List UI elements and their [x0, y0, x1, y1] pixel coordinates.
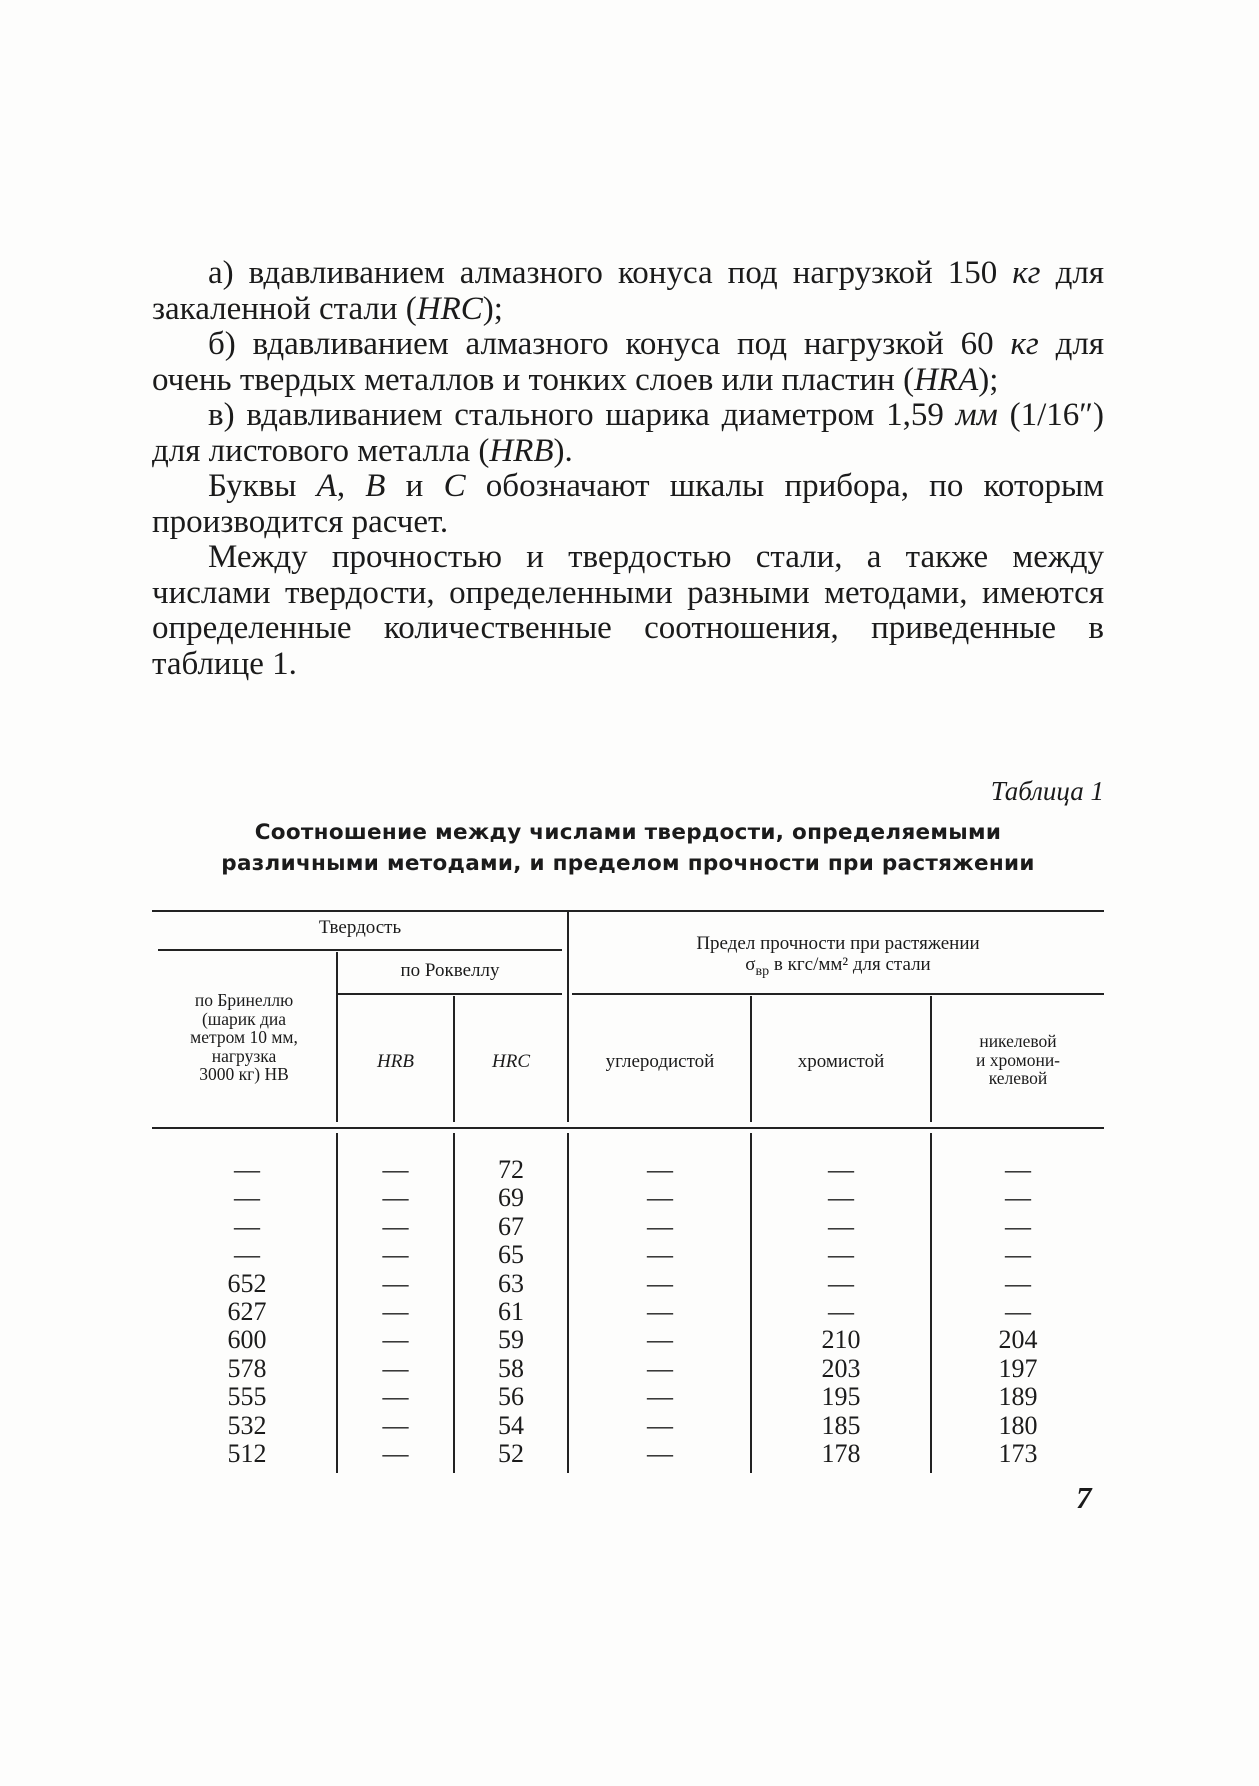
- cell-hrb: —: [382, 1410, 409, 1440]
- cell-hb: —: [234, 1240, 260, 1270]
- col-hrc: [455, 1156, 567, 1468]
- col-carbon: [570, 1156, 750, 1468]
- cell-hrc: 56: [498, 1382, 524, 1412]
- rockwell-rule: [338, 993, 562, 995]
- cell-chrome: 195: [821, 1382, 861, 1412]
- body-text: [152, 256, 1104, 682]
- cell-hrb: —: [382, 1382, 409, 1412]
- paragraph-relation: Между прочностью и твердостью стали, а также между числами твердости, определенными разными методами, имеются определенные количественные соотношения, приведенные в таблице 1.: [152, 539, 1104, 682]
- col-nickel: [932, 1156, 1104, 1468]
- cell-nickel: 189: [998, 1382, 1038, 1412]
- cell-nickel: 173: [998, 1438, 1038, 1468]
- cell-nickel: —: [1005, 1268, 1031, 1298]
- header-hardness: Твердость: [318, 917, 402, 938]
- table-top-rule: [152, 910, 1104, 912]
- cell-chrome: —: [828, 1183, 854, 1213]
- cell-hrb: —: [382, 1155, 409, 1184]
- cell-nickel: —: [1005, 1155, 1031, 1184]
- cell-hrb: —: [382, 1353, 409, 1383]
- cell-hb: 600: [227, 1325, 267, 1355]
- paragraph-a: а) вдавливанием алмазного конуса под нагрузкой 150 кг для закаленной стали (HRC);: [152, 255, 1105, 327]
- cell-carbon: —: [647, 1268, 673, 1298]
- cell-carbon: —: [647, 1353, 673, 1383]
- cell-hb: —: [234, 1155, 260, 1184]
- cell-hrb: —: [382, 1268, 409, 1298]
- cell-carbon: —: [647, 1211, 673, 1241]
- cell-hrc: 61: [498, 1296, 524, 1326]
- header-chrome: хромистой: [797, 1051, 885, 1072]
- table-label: Таблица 1: [990, 776, 1104, 806]
- header-carbon: углеродистой: [605, 1051, 715, 1072]
- cell-hrb: —: [382, 1438, 409, 1468]
- paragraph-letters: Буквы A, B и C обозначают шкалы прибора, по которым производится расчет.: [152, 468, 1105, 540]
- cell-hrc: 52: [498, 1438, 524, 1468]
- cell-chrome: 178: [821, 1438, 861, 1468]
- header-nickel: никелевой и хромони- келевой: [975, 1031, 1061, 1088]
- cell-carbon: —: [647, 1155, 673, 1184]
- cell-hb: 652: [227, 1268, 267, 1298]
- paragraph-c: в) вдавливанием стального шарика диаметром 1,59 мм (1/16″) для листового металла (HRB).: [152, 397, 1105, 469]
- cell-hrc: 65: [498, 1240, 524, 1270]
- header-strength: Предел прочности при растяжении $\sigma_{вр}$ в кгс/мм² для стали: [696, 933, 980, 979]
- col-chrome: [752, 1156, 930, 1468]
- cell-hb: 512: [227, 1438, 267, 1468]
- header-rockwell: по Роквеллу: [400, 960, 500, 981]
- cell-hrc: 69: [498, 1183, 524, 1213]
- cell-carbon: —: [647, 1325, 673, 1355]
- cell-chrome: —: [828, 1240, 854, 1270]
- col-hb: [182, 1156, 312, 1468]
- cell-nickel: —: [1005, 1183, 1031, 1213]
- cell-hrc: 59: [498, 1325, 524, 1355]
- cell-hrc: 72: [498, 1155, 524, 1184]
- header-hrc: HRC: [492, 1051, 530, 1072]
- paragraph-b: б) вдавливанием алмазного конуса под нагрузкой 60 кг для очень твердых металлов и тонких слоев или пластин (HRA);: [152, 326, 1105, 398]
- cell-hrb: —: [382, 1296, 409, 1326]
- cell-nickel: 204: [998, 1325, 1038, 1355]
- cell-hrb: —: [382, 1240, 409, 1270]
- table-title: Соотношение между числами твердости, определяемыми различными методами, и пределом прочности при растяжении: [221, 820, 1035, 876]
- cell-carbon: —: [647, 1183, 673, 1213]
- cell-hrc: 67: [498, 1211, 524, 1241]
- body-divider-3: [567, 1133, 569, 1473]
- cell-hb: 627: [227, 1296, 267, 1326]
- cell-hb: 555: [227, 1382, 267, 1412]
- header-bottom-rule: [152, 1127, 1104, 1129]
- cell-nickel: —: [1005, 1211, 1031, 1241]
- cell-chrome: —: [828, 1296, 854, 1326]
- cell-hrc: 54: [498, 1410, 524, 1440]
- cell-hb: 532: [227, 1410, 267, 1440]
- cell-carbon: —: [647, 1382, 673, 1412]
- cell-hrb: —: [382, 1183, 409, 1213]
- cell-hrb: —: [382, 1211, 409, 1241]
- cell-chrome: 210: [821, 1325, 861, 1355]
- cell-hrc: 58: [498, 1353, 524, 1383]
- strength-rule: [572, 993, 1104, 995]
- cell-chrome: 185: [821, 1410, 861, 1440]
- header-brinell: по Бринеллю (шарик диа метром 10 мм, нагрузка 3000 кг) HB: [190, 990, 298, 1084]
- cell-carbon: —: [647, 1410, 673, 1440]
- cell-nickel: 197: [998, 1353, 1038, 1383]
- page-number: 7: [1076, 1480, 1092, 1515]
- cell-carbon: —: [647, 1296, 673, 1326]
- cell-nickel: 180: [998, 1410, 1038, 1440]
- hardness-rule: [158, 949, 562, 951]
- cell-chrome: 203: [821, 1353, 861, 1383]
- cell-hrc: 63: [498, 1268, 524, 1298]
- cell-carbon: —: [647, 1240, 673, 1270]
- cell-carbon: —: [647, 1438, 673, 1468]
- cell-nickel: —: [1005, 1296, 1031, 1326]
- cell-chrome: —: [828, 1155, 854, 1184]
- cell-hrb: —: [382, 1325, 409, 1355]
- header-hrb: HRB: [377, 1051, 414, 1072]
- cell-nickel: —: [1005, 1240, 1031, 1270]
- cell-hb: 578: [227, 1353, 267, 1383]
- cell-hb: —: [234, 1183, 260, 1213]
- cell-hb: —: [234, 1211, 260, 1241]
- cell-chrome: —: [828, 1268, 854, 1298]
- col-divider-3: [567, 912, 569, 1122]
- col-hrb: [338, 1156, 453, 1468]
- cell-chrome: —: [828, 1211, 854, 1241]
